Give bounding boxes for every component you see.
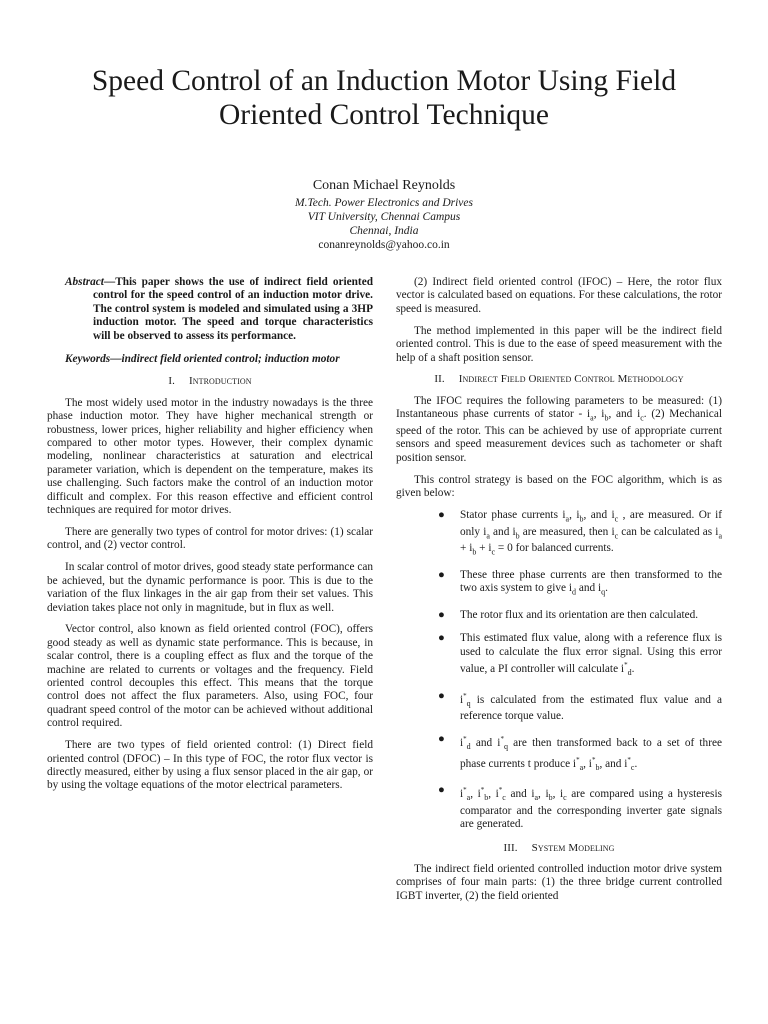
subscript: c (640, 413, 644, 423)
subscript: a (579, 762, 584, 772)
subscript: d (572, 587, 577, 597)
subscript: b (484, 793, 489, 803)
subscript: a (486, 530, 490, 540)
abstract-dash: — (103, 276, 116, 288)
keywords-text: indirect field oriented control; induction motor (121, 353, 340, 366)
symbol: i (460, 788, 464, 801)
subscript: b (595, 762, 600, 772)
superscript: * (498, 786, 503, 795)
abstract-text: This paper shows the use of indirect field oriented control for the speed control of an induction motor drive. The control system is modeled and simulated using a 3HP induction motor. The speed and torque characteristics will be observed to assess its performance. (93, 276, 373, 342)
symbol: i (460, 693, 464, 706)
right-column (396, 276, 722, 912)
text-run: , i (488, 788, 499, 801)
ifoc-paragraph: (2) Indirect field oriented control (IFOC) – Here, the rotor flux vector is calculated based on equations. For these calculations, the rotor speed is measured. (396, 276, 722, 315)
bullet-icon: ● (438, 632, 445, 645)
keywords-dash: — (110, 353, 122, 366)
subscript: a (718, 530, 722, 540)
text-run: and i (505, 788, 535, 801)
abstract-label: Abstract (65, 276, 104, 288)
left-column (47, 276, 373, 801)
bullet-icon: ● (438, 733, 445, 746)
text-run: , i (569, 508, 580, 521)
method-paragraph: The method implemented in this paper will be the indirect field oriented control. This is due to the ease of speed measurement with the help of a shaft position sensor. (396, 324, 722, 364)
bullet-icon: ● (438, 608, 445, 621)
superscript: * (627, 755, 631, 764)
modeling-paragraph: The indirect field oriented controlled induction motor drive system comprises of four main parts: (1) the three bridge current controlled IGBT inverter, (2) the field oriented (396, 862, 722, 902)
intro-paragraph-3: In scalar control of motor drives, good steady state performance can be achieved, but the dynamic performance is poor. This is due to the variation of the flux linkages in the air gap from their set values. This deviation takes place not only in magnitude, but in flux as well. (47, 561, 373, 614)
text-run: and i (489, 525, 516, 538)
text-run: . (2) Mechanical speed of the rotor. This can be achieved by use of appropriate current sensors and speed measurement devices such as tachometer or shaft position sensor. (396, 408, 722, 464)
intro-paragraph-2: There are generally two types of control for motor drives: (1) scalar control, and (2) vector control. (47, 526, 373, 552)
subscript: b (604, 413, 609, 423)
bullet-icon: ● (438, 568, 445, 581)
subscript: a (466, 793, 471, 803)
requirements-paragraph (396, 395, 722, 465)
text-run: , and i (608, 408, 641, 421)
intro-paragraph-5: There are two types of field oriented control: (1) Direct field oriented control (DFOC) – In this type of FOC, the rotor flux vector is directly measured, either by using a flux sensor placed in the air gap, or by using the voltage equations of the motor electrical parameters. (47, 739, 373, 792)
subscript: c (563, 793, 567, 803)
subscript: a (590, 413, 594, 423)
subscript: d (627, 668, 632, 678)
author-name: Conan Michael Reynolds (312, 178, 456, 193)
list-item (396, 733, 722, 774)
text-run: can be calculated as i (618, 525, 719, 538)
author-university: VIT University, Chennai Campus (307, 211, 461, 223)
subscript: b (472, 547, 477, 557)
text-run: = 0 for balanced currents. (495, 542, 614, 555)
subscript: q (601, 587, 606, 597)
text-run: , are measured. Or if only i (460, 508, 722, 538)
subscript: c (502, 793, 506, 803)
list-item (396, 569, 722, 599)
text-run: are measured, then i (519, 525, 615, 538)
author-location: Chennai, India (349, 225, 419, 237)
text-run: . (631, 662, 635, 675)
subscript: c (614, 514, 619, 524)
list-item (396, 784, 722, 831)
subscript: b (515, 530, 520, 540)
bullet-icon: ● (438, 689, 445, 702)
subscript: c (491, 547, 496, 557)
text-run: and i (470, 737, 501, 750)
list-item (396, 509, 722, 559)
intro-paragraph-1: The most widely used motor in the industry nowadays is the three phase induction motor. They have higher mechanical strength or robustness, lower prices, higher reliability and higher efficiency when compared to other motor types. However, their complex dynamic modeling, nonlinear characteristics at saturation and electrical parameter variation, which is dependent on the temperature, makes its use challenging. Such factors make the control of an induction motor difficult and complex. For this reason effective and efficient control techniques are required for motor drives. (47, 396, 373, 517)
superscript: * (500, 735, 504, 744)
section-number: II. (434, 373, 445, 386)
text-run: Stator phase currents i (460, 508, 566, 521)
subscript: a (565, 514, 570, 524)
text-run: The rotor flux and its orientation are then calculated. (460, 608, 699, 621)
author-degree: M.Tech. Power Electronics and Drives (294, 197, 473, 209)
section-title: System Modeling (531, 841, 615, 854)
text-run: These three phase currents are then transformed to the two axis system to give i (460, 568, 722, 595)
section-heading-introduction (47, 375, 373, 388)
text-run: , i (593, 408, 605, 421)
text-run: + i (460, 542, 473, 555)
text-run: , i (552, 788, 564, 801)
keywords-label: Keywords (65, 353, 111, 366)
section-title: Indirect Field Oriented Control Methodology (458, 373, 684, 386)
text-run: and i (576, 582, 602, 595)
superscript: * (463, 735, 467, 744)
subscript: c (614, 530, 619, 540)
list-item (396, 632, 722, 679)
superscript: * (463, 691, 467, 700)
paper-title: Speed Control of an Induction Motor Using Field Oriented Control Technique (91, 65, 677, 131)
subscript: b (579, 514, 584, 524)
subscript: a (534, 793, 539, 803)
author-block (0, 177, 768, 252)
text-run: + i (476, 542, 492, 555)
text-run: , and i (599, 757, 628, 770)
subscript: b (548, 793, 553, 803)
superscript: * (624, 661, 628, 670)
subscript: d (466, 742, 471, 752)
section-number: I. (168, 375, 175, 388)
text-run: , i (583, 757, 592, 770)
bullet-icon: ● (438, 508, 445, 521)
superscript: * (480, 786, 485, 795)
author-email[interactable]: conanreynolds@yahoo.co.in (318, 239, 450, 251)
text-run: , and i (583, 508, 615, 521)
superscript: * (591, 755, 596, 764)
strategy-paragraph: This control strategy is based on the FOC algorithm, which is as given below: (396, 473, 722, 500)
text-run: is calculated from the estimated flux value and a reference torque value. (460, 693, 722, 723)
text-run: . (605, 582, 608, 595)
text-run: . (634, 757, 638, 770)
section-number: III. (503, 841, 518, 854)
abstract (47, 276, 373, 343)
text-run: The IFOC requires the following parameters to be measured: (1) Instantaneous phase currents of stator - i (396, 394, 722, 421)
superscript: * (463, 786, 467, 795)
list-item (396, 690, 722, 724)
section-title: Introduction (188, 375, 252, 388)
subscript: c (630, 762, 635, 772)
superscript: * (576, 755, 580, 764)
subscript: q (466, 698, 471, 708)
intro-paragraph-4: Vector control, also known as field oriented control (FOC), offers good steady as well as dynamic state performance. This is because, in scalar control, there is a coupling effect as flux and the torque of the machine are related to currents or voltages and the frequency. Field oriented control decouples this effect. This means that the torque control does not affect the flux parameters. Also, using FOC, four quadrant speed control of the motor can be achieved without additional control required. (47, 623, 373, 730)
section-heading-system-modeling (396, 842, 722, 855)
bullet-icon: ● (438, 784, 445, 797)
text-run: are then transformed back to a set of three phase currents t produce i (460, 737, 723, 770)
subscript: q (503, 742, 508, 752)
symbol: i (460, 737, 464, 750)
section-heading-ifoc (396, 373, 722, 386)
text-run: , i (470, 788, 481, 801)
text-run: , i (538, 788, 549, 801)
foc-algorithm-list (396, 509, 722, 832)
list-item (396, 609, 722, 622)
text-run: This estimated flux value, along with a reference flux is used to calculate the flux error signal. Using this error value, a PI controller will calculate i (460, 632, 722, 675)
text-run: are compared using a hysteresis comparator and the corresponding inverter gate signals are generated. (460, 788, 722, 831)
keywords (65, 353, 373, 366)
